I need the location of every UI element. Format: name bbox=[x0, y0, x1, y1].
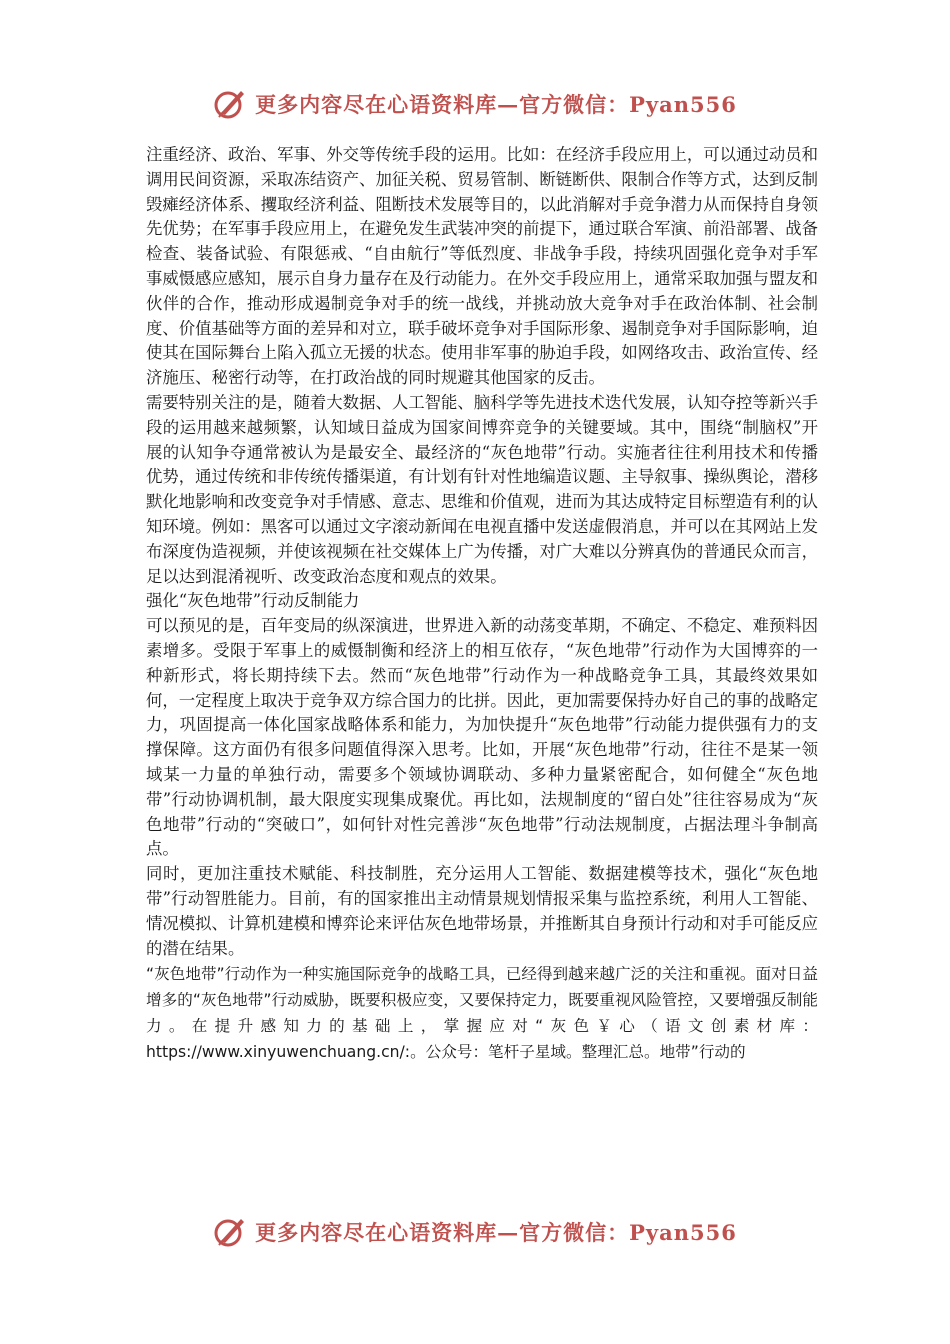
paragraph: 需要特别关注的是，随着大数据、人工智能、脑科学等先进技术迭代发展，认知夺控等新兴手段的运用越来越频繁，认知域日益成为国家间博弈竞争的关键要域。其中，围绕“制脑权”开展的认知争夺通常被认为是最安全、最经济的“灰色地带”行动。实施者往往利用技术和传播优势，通过传统和非传统传播渠道，有计划有针对性地编造议题、主导叙事、操纵舆论，潜移默化地影响和改变竞争对手情感、意志、思维和价值观，进而为其达成特定目标塑造有利的认知环境。例如：黑客可以通过文字滚动新闻在电视直播中发送虚假消息，并可以在其网站上发布深度伪造视频，并使该视频在社交媒体上广为传播，对广大难以分辨真伪的普通民众而言，足以达到混淆视听、改变政治态度和观点的效果。 bbox=[146, 392, 819, 586]
paragraph: 注重经济、政治、军事、外交等传统手段的运用。比如：在经济手段应用上，可以通过动员和调用民间资源，采取冻结资产、加征关税、贸易管制、断链断供、限制合作等方式，达到反制毁瘫经济体系、攫取经济利益、阻断技术发展等目的，以此消解对手竞争潜力从而保持自身领先优势；在军事手段应用上，在避免发生武装冲突的前提下，通过联合军演、前沿部署、战备检查、装备试验、有限惩戒、“自由航行”等低烈度、非战争手段，持续巩固强化竞争对手军事威慑感应感知，展示自身力量存在及行动能力。在外交手段应用上，通常采取加强与盟友和伙伴的合作，推动形成遏制竞争对手的统一战线，并挑动放大竞争对手在政治体制、社会制度、价值基础等方面的差异和对立，联手破坏竞争对手国际形象、遏制竞争对手国际影响，迫使其在国际舞台上陷入孤立无援的状态。使用非军事的胁迫手段，如网络攻击、政治宣传、经济施压、秘密行动等，在打政治战的同时规避其他国家的反击。 bbox=[146, 145, 819, 388]
closing-paragraph: “灰色地带”行动作为一种实施国际竞争的战略工具，已经得到越来越广泛的关注和重视。面对日益增多的“灰色地带”行动威胁，既要积极应变，又要保持定力，既要重视风险管控，又要增强反制能力。在提升感知力的基础上，掌握应对“灰色￥心（语文创素材库：https://www.xinyuwenchuang.cn/:。公众号：笔杆子星域。整理汇总。地带”行动的 bbox=[146, 965, 818, 1062]
watermark-banner-top bbox=[0, 84, 950, 124]
quill-logo-icon bbox=[213, 1215, 247, 1249]
watermark-text: 更多内容尽在心语资料库—官方微信：Pyan556 bbox=[255, 1220, 737, 1245]
watermark-text: 更多内容尽在心语资料库—官方微信：Pyan556 bbox=[255, 92, 737, 117]
quill-logo-icon bbox=[213, 87, 247, 121]
section-heading: 强化“灰色地带”行动反制能力 bbox=[146, 591, 360, 611]
watermark-banner-bottom bbox=[0, 1212, 950, 1252]
document-body bbox=[146, 143, 818, 1065]
paragraph: 同时，更加注重技术赋能、科技制胜，充分运用人工智能、数据建模等技术，强化“灰色地带”行动智胜能力。目前，有的国家推出主动情景规划情报采集与监控系统，利用人工智能、情况模拟、计算机建模和博弈论来评估灰色地带场景，并推断其自身预计行动和对手可能反应的潜在结果。 bbox=[146, 864, 819, 958]
paragraph: 可以预见的是，百年变局的纵深演进，世界进入新的动荡变革期，不确定、不稳定、难预料因素增多。受限于军事上的威慑制衡和经济上的相互依存，“灰色地带”行动作为大国博弈的一种新形式，将长期持续下去。然而“灰色地带”行动作为一种战略竞争工具，其最终效果如何，一定程度上取决于竞争双方综合国力的比拼。因此，更加需要保持办好自己的事的战略定力，巩固提高一体化国家战略体系和能力，为加快提升“灰色地带”行动能力提供强有力的支撑保障。这方面仍有很多问题值得深入思考。比如，开展“灰色地带”行动，往往不是某一领域某一力量的单独行动，需要多个领域协调联动、多种力量紧密配合，如何健全“灰色地带”行动协调机制，最大限度实现集成聚优。再比如，法规制度的“留白处”往往容易成为“灰色地带”行动的“突破口”，如何针对性完善涉“灰色地带”行动法规制度，占据法理斗争制高点。 bbox=[146, 616, 819, 859]
